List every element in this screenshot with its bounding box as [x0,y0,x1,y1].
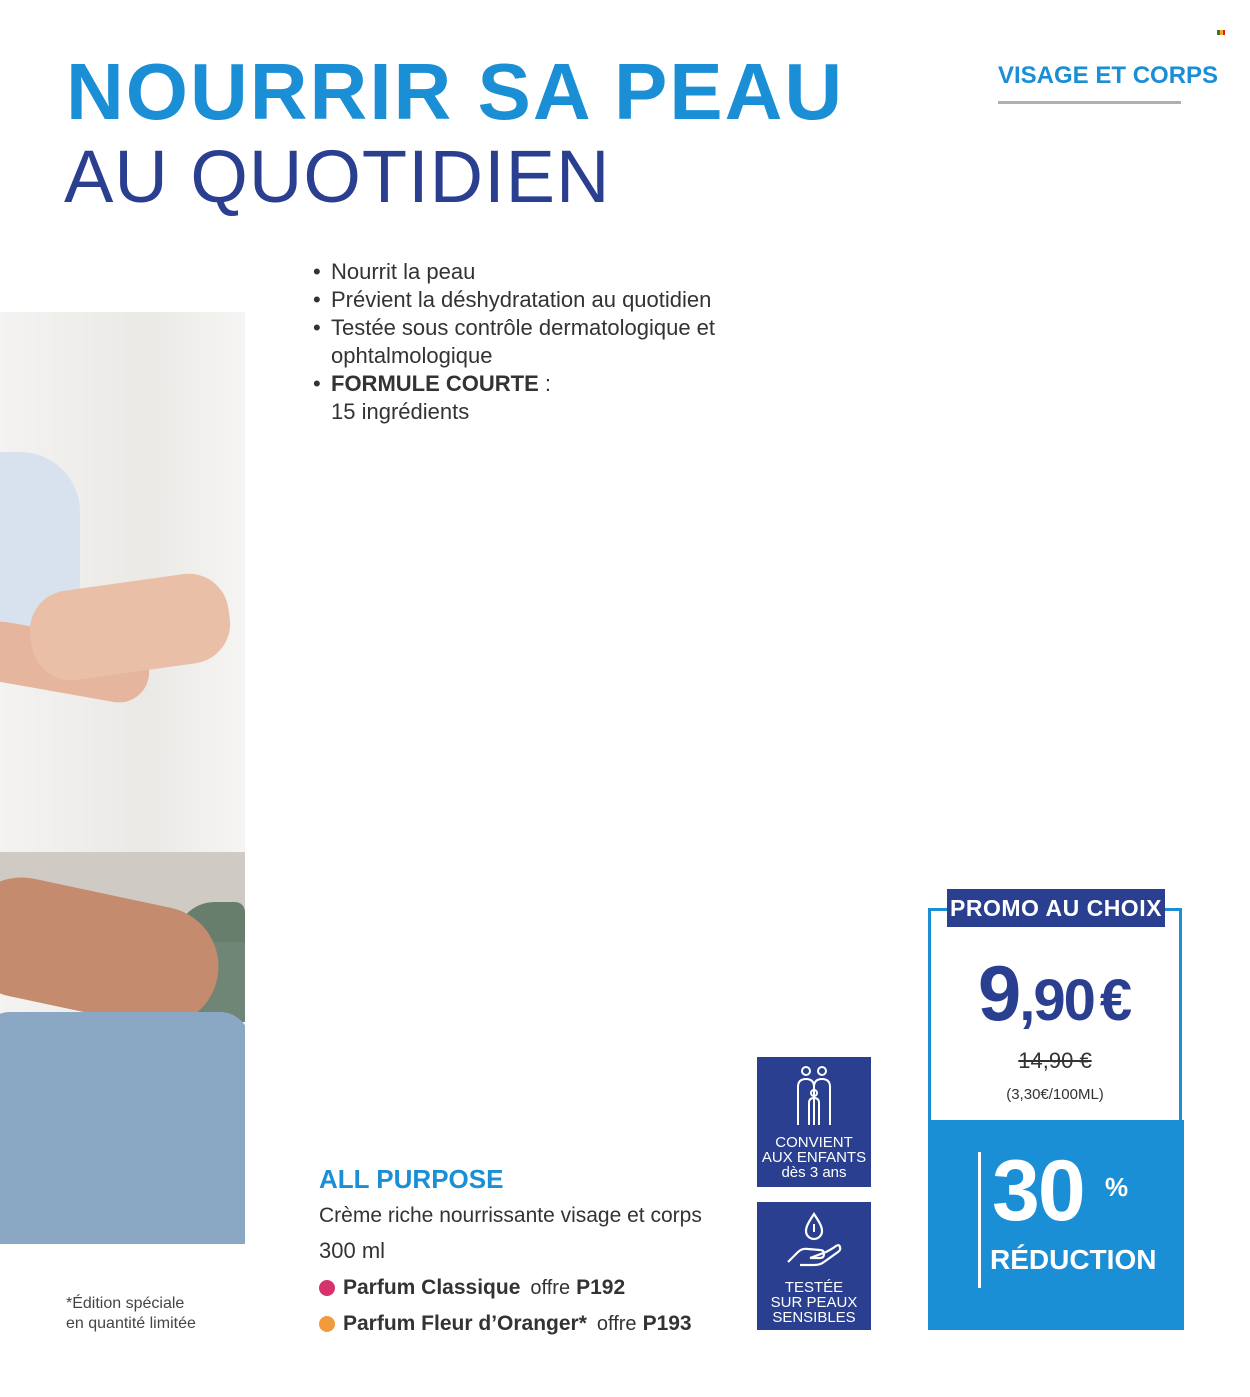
price-currency: € [1099,968,1133,1033]
variant-row [319,1276,625,1300]
feature-text: Nourrit la peau [331,259,476,284]
product-size: 300 ml [319,1238,386,1263]
discount-divider [978,1152,981,1288]
feature-text: Testée sous contrôle dermatologique et [331,315,716,340]
badge-text: dès 3 ans [781,1164,847,1181]
lifestyle-photo [0,312,245,1244]
discount-value: 30 [992,1143,1084,1239]
old-price-value: 14,90 € [1018,1048,1092,1073]
feature-item [312,286,715,314]
sensitive-skin-badge [757,1202,871,1330]
promo-price [928,948,1182,1039]
discount-percent: % [1105,1172,1129,1202]
product-description: Crème riche nourrissante visage et corps [319,1204,702,1227]
feature-highlight: FORMULE COURTE [331,371,539,396]
badge-text: AUX ENFANTS [761,1149,867,1166]
offer-label: offre [530,1276,571,1299]
feature-text-continued: 15 ingrédients [331,399,470,424]
offer-code: P193 [642,1312,692,1335]
old-price [928,1048,1182,1074]
badge-text: SUR PEAUX [770,1294,858,1311]
feature-separator: : [538,371,551,396]
hand-drop-icon [757,1202,871,1280]
footnote [66,1294,196,1334]
offer-code: P192 [576,1276,626,1299]
page-subtitle: AU QUOTIDIEN [64,135,611,218]
offer-label: offre [596,1312,637,1335]
variant-color-dot [319,1280,335,1296]
feature-text-continued: ophtalmologique [331,343,493,368]
price-decimal: ,90 [1019,968,1094,1033]
variant-name: Parfum Classique [343,1276,521,1299]
discount-label: RÉDUCTION [990,1244,1157,1275]
promo-header: PROMO AU CHOIX [947,889,1165,927]
adult-jeans [0,1012,245,1244]
variant-name: Parfum Fleur d’Oranger* [343,1312,587,1335]
feature-list [312,258,715,426]
footnote-line: *Édition spéciale [66,1295,185,1312]
product-name: ALL PURPOSE [319,1164,504,1194]
badge-text: SENSIBLES [772,1309,856,1326]
badge-text: CONVIENT [775,1134,853,1151]
badge-text: TESTÉE [784,1279,844,1296]
variant-color-dot [319,1316,335,1332]
flag-icon [1217,30,1225,35]
kids-badge [757,1057,871,1187]
family-icon [757,1057,871,1135]
feature-item [312,258,715,286]
footnote-line: en quantité limitée [66,1315,196,1332]
category-label: VISAGE ET CORPS [998,62,1219,89]
feature-item [312,370,715,426]
feature-text: Prévient la déshydratation au quotidien [331,287,712,312]
category-underline [998,101,1181,104]
variant-row [319,1312,692,1336]
unit-price: (3,30€/100ML) [1006,1086,1104,1103]
feature-item [312,314,715,370]
price-integer: 9 [977,949,1020,1037]
page-title: NOURRIR SA PEAU [66,47,845,136]
